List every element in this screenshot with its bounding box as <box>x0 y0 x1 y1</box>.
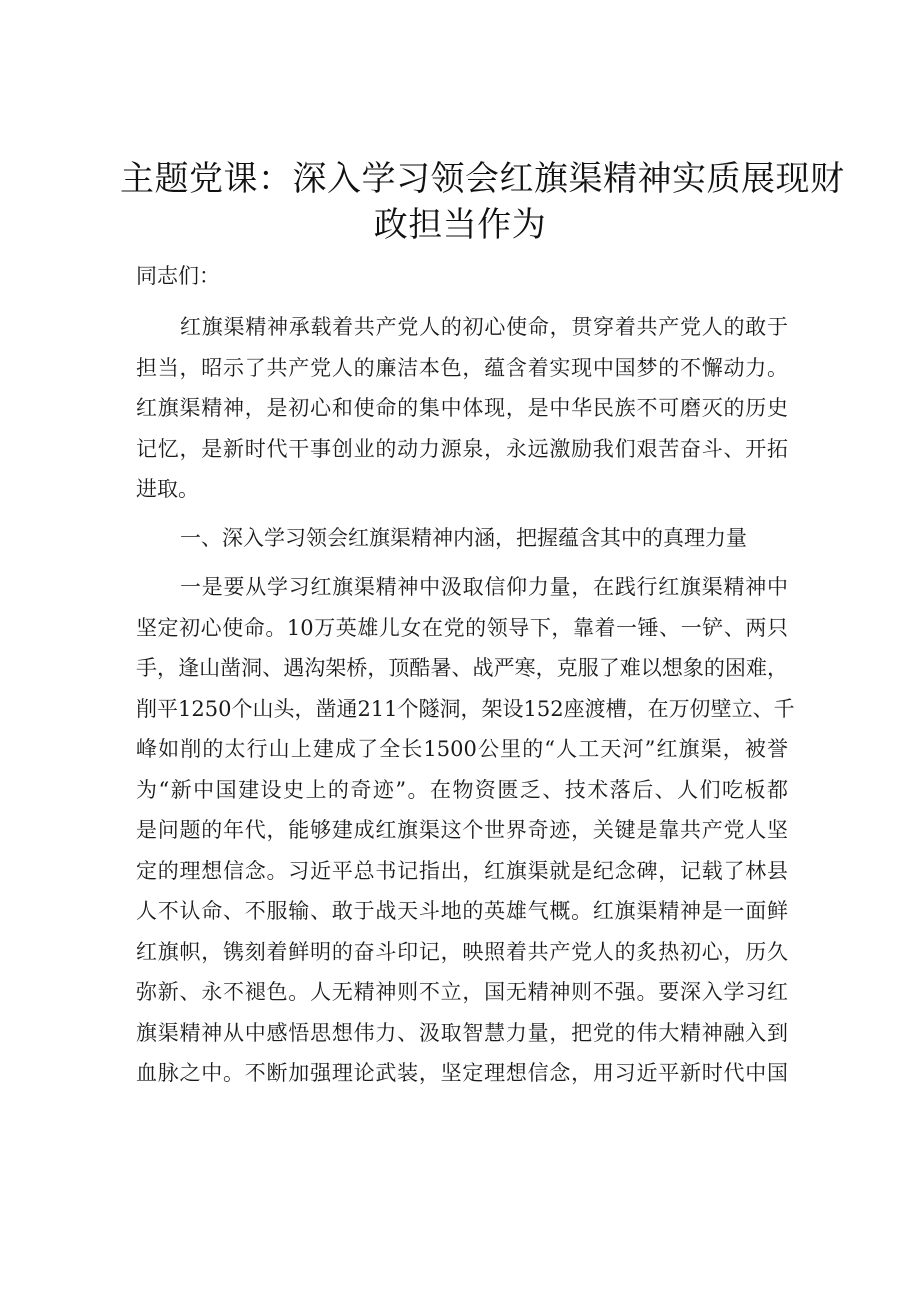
intro-line-5: 进取。 <box>136 477 199 501</box>
intro-line-4: 记忆，是新时代干事创业的动力源泉，永远激励我们艰苦奋斗、开拓 <box>136 436 788 461</box>
body-line-12: 旗渠精神从中感悟思想伟力、汲取智慧力量，把党的伟大精神融入到 <box>136 1020 788 1045</box>
document-title <box>120 156 845 248</box>
title-line-1: 主题党课：深入学习领会红旗渠精神实质展现财 <box>120 159 845 199</box>
body-line-10: 红旗帜，镌刻着鲜明的奋斗印记，映照着共产党人的炙热初心，历久 <box>136 939 788 964</box>
intro-line-1: 红旗渠精神承载着共产党人的初心使命，贯穿着共产党人的敢于 <box>180 315 788 339</box>
body-line-1: 一是要从学习红旗渠精神中汲取信仰力量，在践行红旗渠精神中 <box>180 575 788 599</box>
intro-line-3: 红旗渠精神，是初心和使命的集中体现，是中华民族不可磨灭的历史 <box>136 396 788 420</box>
body-line-11: 弥新、永不褪色。人无精神则不立，国无精神则不强。要深入学习红 <box>136 980 788 1004</box>
body-line-4: 削平1250个山头，凿通211个隧洞，架设152座渡槽，在万仞壁立、千 <box>136 696 795 721</box>
body-line-2: 坚定初心使命。10万英雄儿女在党的领导下，靠着一锤、一铲、两只 <box>136 615 788 640</box>
body-paragraph <box>136 567 795 1094</box>
title-line-2: 政担当作为 <box>373 205 547 245</box>
body-line-6: 为“新中国建设史上的奇迹”。在物资匮乏、技术落后、人们吃板都 <box>136 777 788 802</box>
body-line-7: 是问题的年代，能够建成红旗渠这个世界奇迹，关键是靠共产党人坚 <box>136 818 788 842</box>
intro-paragraph <box>136 307 788 510</box>
salutation: 同志们： <box>136 264 220 288</box>
body-line-8: 定的理想信念。习近平总书记指出，红旗渠就是纪念碑，记载了林县 <box>136 858 788 883</box>
body-line-13: 血脉之中。不断加强理论武装，坚定理想信念，用习近平新时代中国 <box>136 1061 788 1085</box>
section-heading: 一、深入学习领会红旗渠精神内涵，把握蕴含其中的真理力量 <box>180 526 747 550</box>
body-line-3: 手，逢山凿洞、遇沟架桥，顶酷暑、战严寒，克服了难以想象的困难， <box>136 656 788 680</box>
body-line-9: 人不认命、不服输、敢于战天斗地的英雄气概。红旗渠精神是一面鲜 <box>136 899 788 923</box>
body-line-5: 峰如削的太行山上建成了全长1500公里的“人工天河”红旗渠，被誉 <box>136 737 788 761</box>
intro-line-2: 担当，昭示了共产党人的廉洁本色，蕴含着实现中国梦的不懈动力。 <box>136 355 788 380</box>
